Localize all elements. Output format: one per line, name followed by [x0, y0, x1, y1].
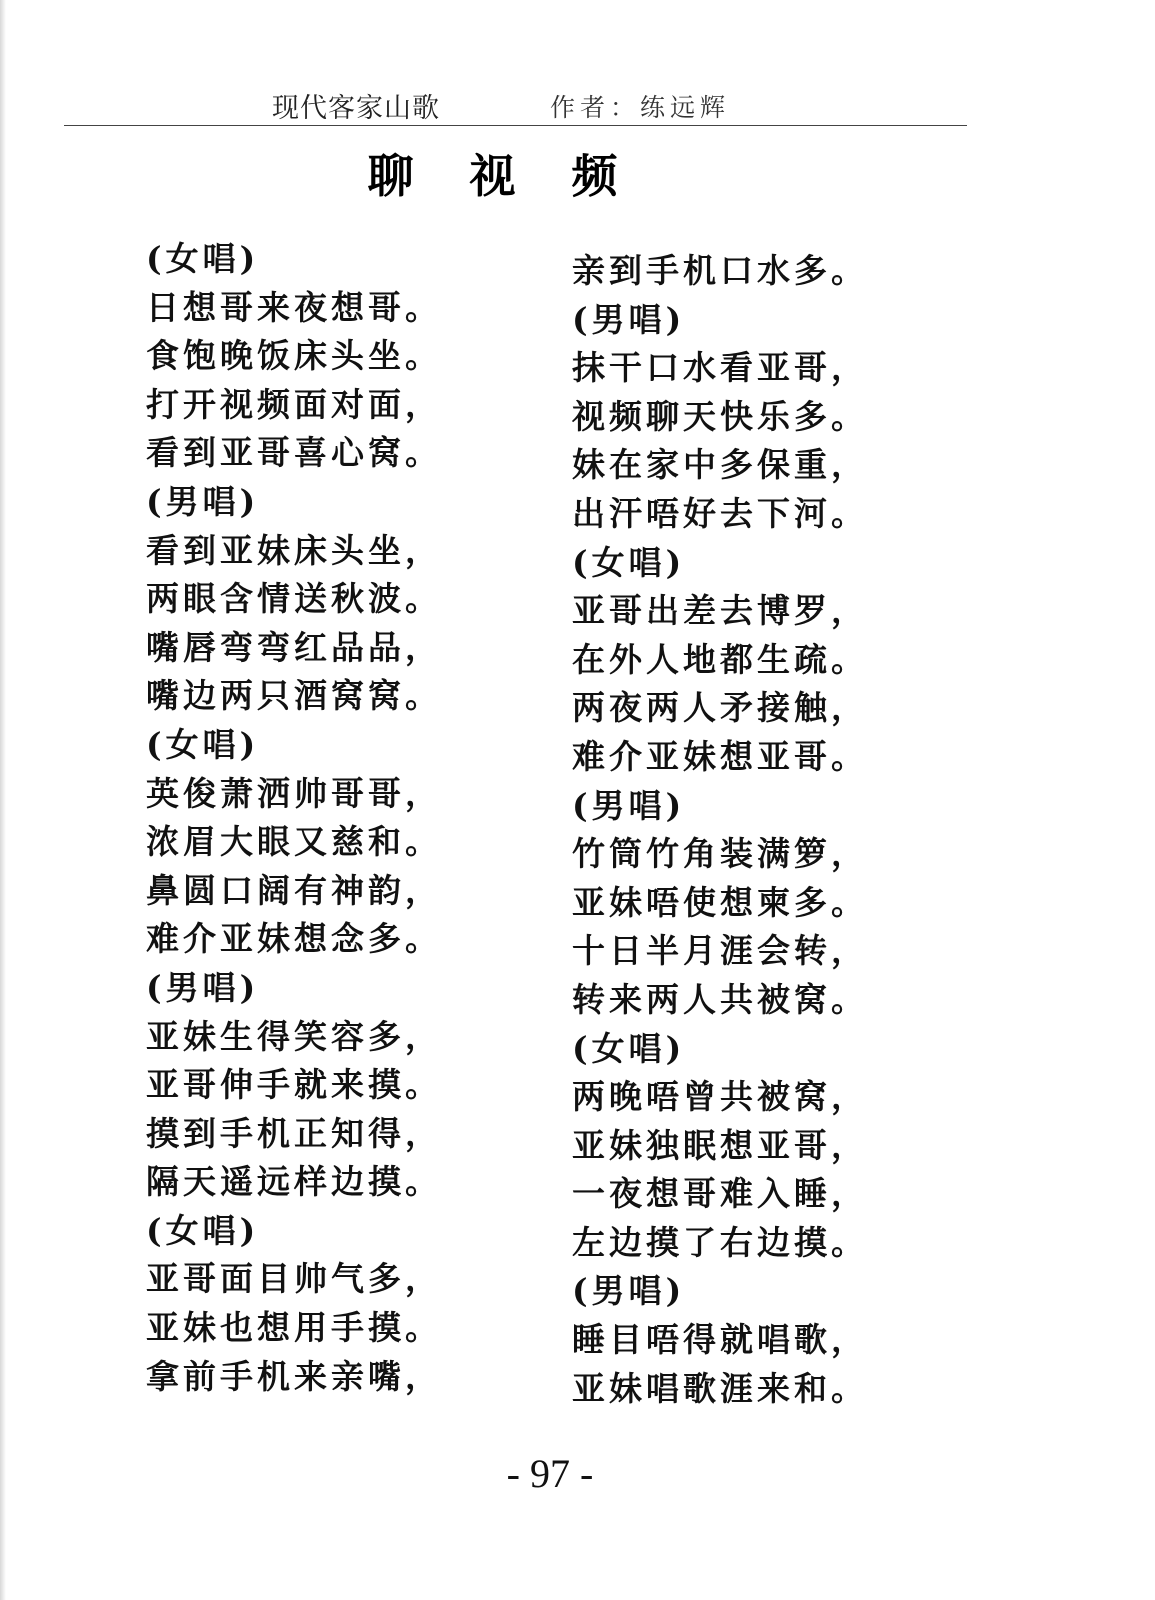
verse-line: 转来两人共被窝。	[572, 979, 868, 1019]
verse-line: 难介亚妹想亚哥。	[572, 736, 868, 776]
poem-title: 聊 视 频	[367, 149, 638, 203]
verse-line: (女唱)	[146, 724, 260, 764]
verse-line: 亚妹唔使想柬多。	[572, 882, 868, 922]
verse-line: (男唱)	[572, 299, 686, 339]
verse-line: 睡目唔得就唱歌，	[572, 1320, 868, 1360]
poem-left-column	[146, 235, 442, 1401]
page-number: - 97 -	[506, 1451, 594, 1496]
verse-line: 亚妹唱歌涯来和。	[572, 1368, 868, 1408]
verse-line: 抹干口水看亚哥，	[572, 348, 868, 388]
verse-line: (男唱)	[146, 481, 260, 521]
verse-line: (男唱)	[572, 1271, 686, 1311]
verse-line: (男唱)	[146, 967, 260, 1007]
verse-line: (女唱)	[146, 239, 260, 278]
verse-line: 十日半月涯会转，	[572, 931, 868, 971]
verse-line: (女唱)	[146, 1210, 260, 1250]
verse-line: 出汗唔好去下河。	[572, 493, 868, 533]
verse-line: 一夜想哥难入睡，	[572, 1174, 868, 1214]
verse-line: 两夜两人矛接触，	[572, 688, 868, 728]
verse-line: 妹在家中多保重，	[572, 445, 868, 485]
verse-line: 浓眉大眼又慈和。	[146, 822, 442, 862]
verse-line: 亚哥出差去博罗，	[572, 591, 868, 631]
book-title: 现代客家山歌	[272, 93, 440, 124]
verse-line: 视频聊天快乐多。	[572, 396, 868, 436]
verse-line: 打开视频面对面，	[146, 384, 442, 424]
author-credit: 作者：练远辉	[550, 93, 731, 122]
verse-line: 鼻圆口阔有神韵，	[146, 870, 442, 910]
verse-line: 英俊萧洒帅哥哥，	[146, 773, 442, 813]
verse-line: 竹筒竹角装满箩，	[572, 834, 868, 874]
verse-line: 两眼含情送秋波。	[146, 579, 442, 619]
header-rule	[64, 125, 967, 126]
verse-line: 亚哥面目帅气多，	[146, 1259, 442, 1299]
verse-line: 亚哥伸手就来摸。	[146, 1065, 442, 1105]
poem-right-column	[572, 247, 868, 1413]
verse-line: (男唱)	[572, 785, 686, 825]
verse-line: 看到亚妹床头坐，	[146, 530, 442, 570]
verse-line: 日想哥来夜想哥。	[146, 287, 442, 327]
verse-line: 亚妹也想用手摸。	[146, 1308, 442, 1348]
verse-line: 看到亚哥喜心窝。	[146, 433, 442, 473]
verse-line: 亲到手机口水多。	[572, 251, 868, 290]
running-header	[0, 86, 1155, 126]
verse-line: 拿前手机来亲嘴，	[146, 1356, 442, 1396]
verse-line: 食饱晚饭床头坐。	[146, 336, 442, 376]
verse-line: 嘴唇弯弯红品品，	[146, 627, 442, 667]
verse-line: (女唱)	[572, 1028, 686, 1068]
verse-line: 嘴边两只酒窝窝。	[146, 676, 442, 716]
verse-line: 隔天遥远样边摸。	[146, 1162, 442, 1202]
verse-line: (女唱)	[572, 542, 686, 582]
verse-line: 两晚唔曾共被窝，	[572, 1077, 868, 1117]
verse-line: 左边摸了右边摸。	[572, 1222, 868, 1262]
verse-line: 在外人地都生疏。	[572, 639, 868, 679]
verse-line: 难介亚妹想念多。	[146, 919, 442, 959]
verse-line: 亚妹独眠想亚哥，	[572, 1125, 868, 1165]
verse-line: 摸到手机正知得，	[146, 1113, 442, 1153]
verse-line: 亚妹生得笑容多，	[146, 1016, 442, 1056]
scan-edge-shadow	[0, 0, 6, 1600]
